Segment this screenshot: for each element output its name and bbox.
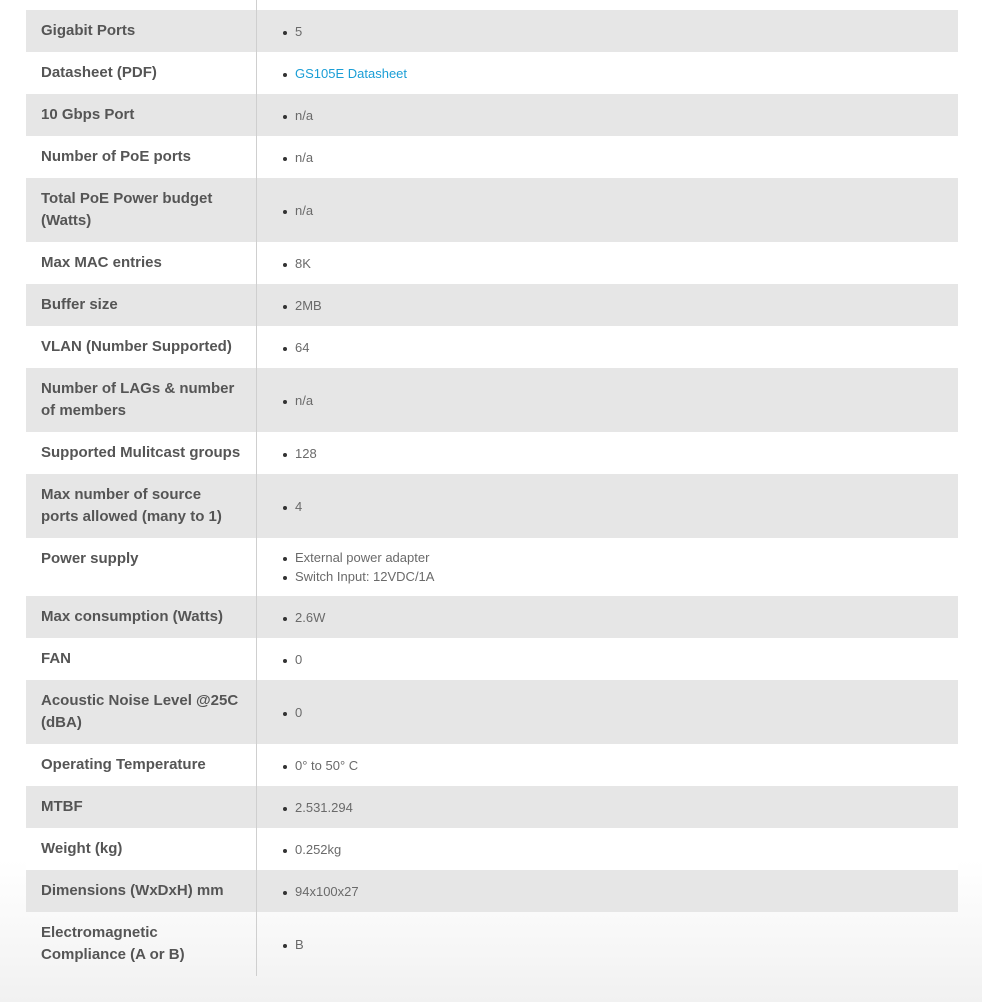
spec-value-item: n/a: [283, 391, 313, 410]
spec-value-item: n/a: [283, 106, 313, 125]
spec-label: VLAN (Number Supported): [41, 338, 232, 355]
spec-value: [256, 368, 958, 432]
spec-value: [256, 432, 958, 474]
spec-label: Dimensions (WxDxH) mm: [41, 882, 224, 899]
spec-row-fan: [26, 638, 958, 680]
spec-label: Buffer size: [41, 296, 118, 313]
spec-value-item: n/a: [283, 201, 313, 220]
spec-value-item: 2.6W: [283, 608, 325, 627]
spec-value-item: 0.252kg: [283, 840, 341, 859]
spec-label: Number of LAGs & number of members: [41, 380, 235, 419]
spec-value: [256, 52, 958, 94]
spec-value-item: 94x100x27: [283, 882, 359, 901]
spec-value: [256, 474, 958, 538]
spec-row-datasheet: [26, 52, 958, 94]
spec-value: [256, 680, 958, 744]
spec-label: Max consumption (Watts): [41, 608, 223, 625]
spec-value-item: 0° to 50° C: [283, 756, 358, 775]
spec-label: 10 Gbps Port: [41, 106, 135, 123]
spec-label: Weight (kg): [41, 840, 123, 857]
spec-value-item: Switch Input: 12VDC/1A: [283, 567, 434, 586]
spec-label: Acoustic Noise Level @25C (dBA): [41, 692, 239, 731]
spec-value: [256, 178, 958, 242]
spec-row-poe-budget: [26, 178, 958, 242]
spec-label: FAN: [41, 650, 71, 667]
spec-value: [256, 10, 958, 52]
spec-value-item: 64: [283, 338, 309, 357]
spec-value: [256, 638, 958, 680]
specifications-table: [26, 10, 958, 976]
spec-value: [256, 242, 958, 284]
spec-row-buffer-size: [26, 284, 958, 326]
spec-label: Power supply: [41, 550, 139, 567]
spec-label: Total PoE Power budget (Watts): [41, 190, 213, 229]
spec-value-item: B: [283, 935, 304, 954]
spec-value-item: [283, 64, 407, 83]
spec-row-acoustic-noise: [26, 680, 958, 744]
spec-value: [256, 786, 958, 828]
spec-row-mac-entries: [26, 242, 958, 284]
spec-value: [256, 828, 958, 870]
spec-value: [256, 870, 958, 912]
spec-value: [256, 912, 958, 976]
spec-label: Electromagnetic Compliance (A or B): [41, 924, 185, 963]
spec-label: Number of PoE ports: [41, 148, 192, 165]
datasheet-link[interactable]: GS105E Datasheet: [295, 65, 408, 81]
spec-value: [256, 326, 958, 368]
spec-row-electromagnetic-compliance: [26, 912, 958, 976]
spec-row-source-ports: [26, 474, 958, 538]
spec-value-item: 128: [283, 444, 317, 463]
spec-row-poe-ports: [26, 136, 958, 178]
spec-value-item: 2MB: [283, 296, 322, 315]
spec-value-item: 4: [283, 497, 302, 516]
spec-value: [256, 744, 958, 786]
spec-row-mtbf: [26, 786, 958, 828]
spec-row-vlan: [26, 326, 958, 368]
spec-label: Max number of source ports allowed (many to 1): [41, 486, 222, 525]
spec-value-item: 2.531.294: [283, 798, 353, 817]
spec-value-item: 5: [283, 22, 302, 41]
spec-row-gigabit-ports: [26, 10, 958, 52]
spec-row-operating-temperature: [26, 744, 958, 786]
spec-label: Gigabit Ports: [41, 22, 136, 39]
spec-row-multicast-groups: [26, 432, 958, 474]
spec-value-item: 0: [283, 703, 302, 722]
spec-value-item: External power adapter: [283, 548, 434, 567]
spec-label: MTBF: [41, 798, 83, 815]
spec-value-item: 8K: [283, 254, 311, 273]
spec-row-lags: [26, 368, 958, 432]
spec-value-item: n/a: [283, 148, 313, 167]
spec-label: Max MAC entries: [41, 254, 162, 271]
spec-value: [256, 596, 958, 638]
spec-row-weight: [26, 828, 958, 870]
spec-label: Supported Mulitcast groups: [41, 444, 241, 461]
spec-value: [256, 538, 958, 596]
spec-value-item: 0: [283, 650, 302, 669]
spec-value: [256, 136, 958, 178]
spec-row-dimensions: [26, 870, 958, 912]
spec-row-power-supply: [26, 538, 958, 596]
spec-label: Operating Temperature: [41, 756, 206, 773]
table-divider-top: [256, 0, 257, 10]
spec-value: [256, 94, 958, 136]
spec-label: Datasheet (PDF): [41, 64, 157, 81]
spec-row-max-consumption: [26, 596, 958, 638]
spec-value: [256, 284, 958, 326]
spec-row-10gbps-port: [26, 94, 958, 136]
